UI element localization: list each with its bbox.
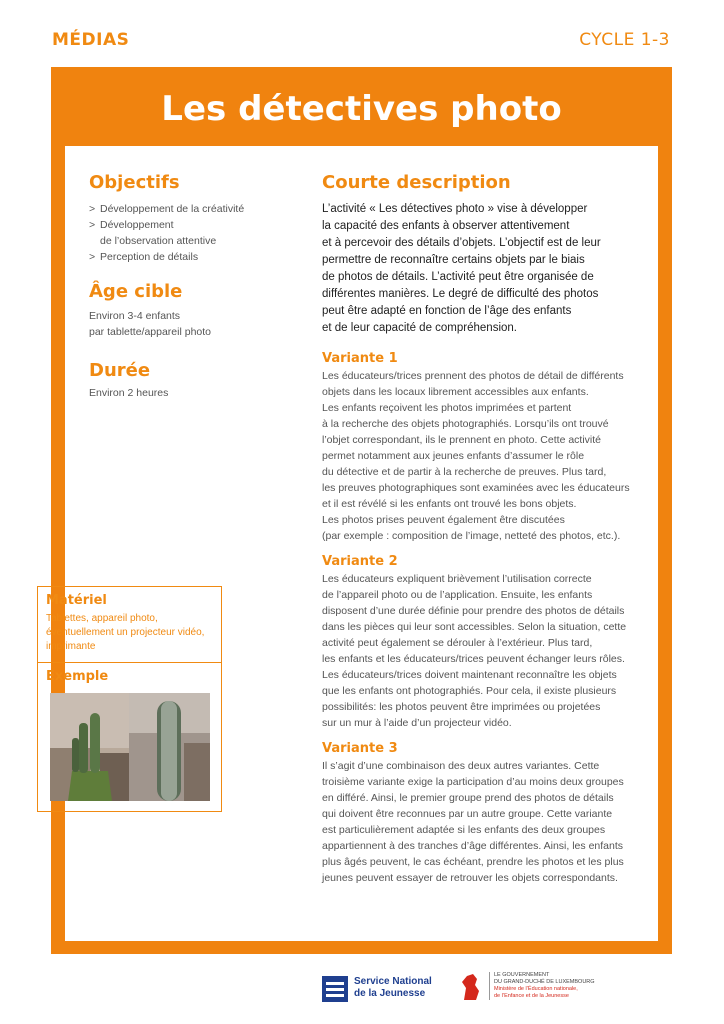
objectif-item: > Développement de l’observation attentive	[89, 217, 284, 249]
gov-line1: LE GOUVERNEMENT	[494, 972, 550, 978]
description-text: L’activité « Les détectives photo » vise à développer la capacité des enfants à observer attentivement et à percevoir des détails d’objets. L’objectif est de leur permettre de reconnaître certains objets par le biais de photos de détails. L’activité peut être organisée de différentes manières. Le degré de difficulté des photos peut être adapté en fonction de l’âge des enfants et de leur capacité de compréhension.	[322, 203, 601, 334]
lion-icon	[458, 972, 482, 1002]
page-title: Les détectives photo	[161, 89, 562, 129]
left-column	[89, 172, 284, 401]
exemple-heading: Exemple	[46, 669, 109, 684]
materiel-heading: Matériel	[46, 593, 107, 608]
variante3-text: Il s’agit d’une combinaison des deux autres variantes. Cette troisième variante exige la participation d’au moins deux groupes en différé. Ainsi, le premier groupe prend des photos de détails qui doivent être reconnues par un autre groupe. Cette variante est particulièrement adaptée si les enfants des deux groupes appartiennent à des tranches d’âge différentes. Ainsi, les enfants plus âgés peuvent, le cas échéant, prendre les photos et les plus jeunes peuvent essayer de retrouver les objets correspondants.	[322, 760, 624, 884]
cactus-photo-wide	[50, 693, 131, 801]
section-label: MÉDIAS	[52, 30, 130, 50]
right-column	[322, 172, 644, 886]
duree-heading: Durée	[89, 360, 151, 381]
variante2-heading: Variante 2	[322, 554, 398, 569]
card-frame	[51, 67, 672, 954]
content-panel	[65, 146, 658, 941]
gov-line4: de l’Enfance et de la Jeunesse	[494, 993, 569, 999]
age-text: Environ 3-4 enfants par tablette/appareil photo	[89, 310, 212, 338]
objectifs-list	[89, 201, 284, 265]
objectif-item: > Perception de détails	[89, 249, 284, 265]
objectif-item: > Développement de la créativité	[89, 201, 284, 217]
cactus-photo-closeup	[129, 693, 210, 801]
objectifs-heading: Objectifs	[89, 172, 180, 193]
gov-line3: Ministère de l’Éducation nationale,	[494, 986, 578, 992]
snj-line1: Service National	[354, 976, 432, 987]
description-heading: Courte description	[322, 172, 511, 193]
gov-line2: DU GRAND-DUCHÉ DE LUXEMBOURG	[494, 979, 595, 985]
variante3-heading: Variante 3	[322, 741, 398, 756]
variante1-heading: Variante 1	[322, 351, 398, 366]
variante2-text: Les éducateurs expliquent brièvement l’utilisation correcte de l’appareil photo ou de l’application. Ensuite, les enfants disposent d’une durée définie pour prendre des photos de détails dans les pièces qui leur sont accessibles. Selon la situation, cette activité peut également se dérouler à l’extérieur. Plus tard, les enfants et les éducateurs/trices peuvent échanger leurs rôles. Les éducateurs/trices doivent maintenant reconnaître les objets que les enfants ont photographiés. Pour cela, il existe plusieurs possibilités: les photos peuvent être imprimées ou projetées sur un mur à l’aide d’un projecteur vidéo.	[322, 573, 627, 729]
cycle-label: CYCLE 1-3	[579, 30, 670, 50]
snj-line2: de la Jeunesse	[354, 988, 426, 999]
age-heading: Âge cible	[89, 281, 183, 302]
variante1-text: Les éducateurs/trices prennent des photos de détail de différents objets dans les locaux librement accessibles aux enfants. Les enfants reçoivent les photos imprimées et partent à la recherche des objets photographiés. Lorsqu’ils ont trouvé l’objet correspondant, ils le prennent en photo. Cette activité permet notamment aux jeunes enfants d’assumer le rôle du détective et de partir à la recherche de preuves. Plus tard, les preuves photographiques sont examinées avec les éducateurs et il est révélé si les enfants ont trouvé les bons objets. Les photos prises peuvent également être discutées (par exemple : composition de l’image, netteté des photos, etc.).	[322, 370, 630, 542]
duree-text: Environ 2 heures	[89, 387, 169, 399]
snj-emblem-icon	[322, 976, 348, 1002]
materiel-box	[37, 586, 222, 812]
materiel-text: Tablettes, appareil photo, éventuellement un projecteur vidéo, imprimante	[46, 613, 205, 652]
